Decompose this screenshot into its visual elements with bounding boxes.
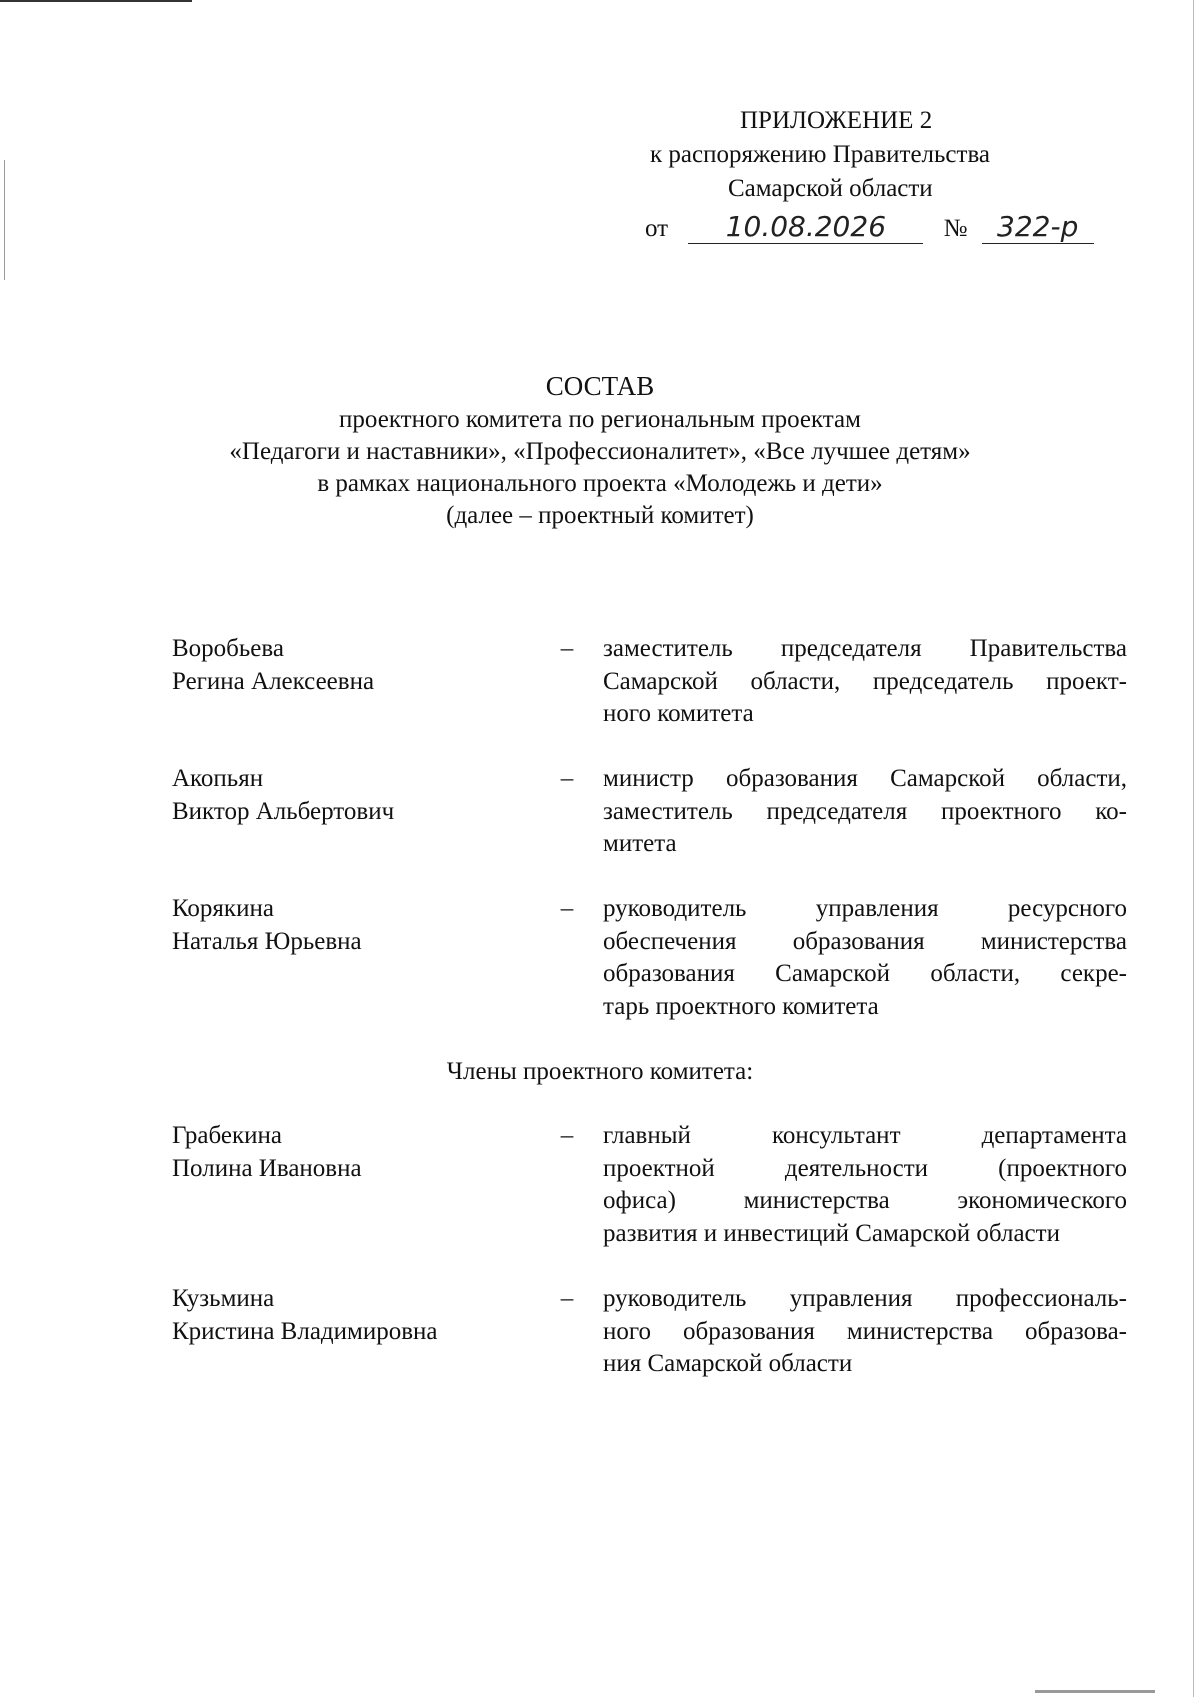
- appendix-title: ПРИЛОЖЕНИЕ 2: [740, 107, 933, 134]
- member-surname: Кузьмина: [172, 1285, 275, 1312]
- role-line: заместитель председателя проектного ко-: [603, 797, 1127, 825]
- heading-line: проектного комитета по региональным проектам: [339, 406, 861, 433]
- handwritten-number: 322-р: [997, 210, 1079, 243]
- role-line: проектной деятельности (проектного: [603, 1154, 1127, 1182]
- role-line: министр образования Самарской области,: [603, 765, 1127, 792]
- member-surname: Воробьева: [172, 635, 284, 662]
- scan-artifact-left: [4, 160, 5, 280]
- date-underline: [688, 210, 923, 244]
- member-given-name: Наталья Юрьевна: [172, 927, 362, 955]
- appendix-date-row: [645, 210, 1094, 244]
- member-surname: Акопьян: [172, 765, 264, 792]
- appendix-line-3: Самарской области: [728, 175, 933, 202]
- heading-line: «Педагоги и наставники», «Профессионалитет», «Все лучшее детям»: [229, 438, 971, 465]
- member-dash: –: [560, 1285, 574, 1312]
- member-surname: Грабекина: [172, 1122, 282, 1149]
- member-given-name: Регина Алексеевна: [172, 667, 375, 695]
- role-line: заместитель председателя Правительства: [603, 635, 1127, 662]
- role-line: Самарской области, председатель проект-: [603, 667, 1127, 695]
- member-name: [172, 1283, 522, 1348]
- member-name: [172, 633, 522, 698]
- member-name: [172, 893, 522, 958]
- member-role: [603, 763, 1127, 861]
- role-line: тарь проектного комитета: [603, 992, 879, 1020]
- heading-line: (далее – проектный комитет): [446, 502, 754, 529]
- role-line: образования Самарской области, секре-: [603, 960, 1127, 987]
- member-dash: –: [560, 1122, 574, 1149]
- date-prefix: от: [645, 215, 669, 242]
- handwritten-date: 10.08.2026: [725, 210, 887, 243]
- scan-artifact-bottom: [1035, 1690, 1155, 1693]
- role-line: ного комитета: [603, 700, 754, 727]
- member-dash: –: [560, 635, 574, 662]
- document-heading: [150, 370, 1050, 532]
- member-role: [603, 633, 1127, 731]
- role-line: главный консультант департамента: [603, 1122, 1127, 1149]
- member-name: [172, 1120, 522, 1185]
- member-role: [603, 893, 1127, 1023]
- role-line: обеспечения образования министерства: [603, 927, 1127, 955]
- member-name: [172, 763, 522, 828]
- member-dash: –: [560, 765, 574, 792]
- scan-artifact-top: [0, 0, 192, 2]
- role-line: развития и инвестиций Самарской области: [603, 1219, 1060, 1247]
- role-line: ного образования министерства образова-: [603, 1317, 1127, 1345]
- member-role: [603, 1283, 1127, 1381]
- scan-artifact-right: [1193, 0, 1194, 1697]
- number-prefix: №: [943, 215, 968, 242]
- member-surname: Корякина: [172, 895, 274, 922]
- appendix-line-2: к распоряжению Правительства: [650, 141, 991, 168]
- role-line: ния Самарской области: [603, 1350, 853, 1377]
- role-line: руководитель управления профессиональ-: [603, 1285, 1127, 1312]
- member-given-name: Полина Ивановна: [172, 1154, 362, 1182]
- member-dash: –: [560, 895, 574, 922]
- heading-line: в рамках национального проекта «Молодежь и дети»: [317, 470, 883, 497]
- member-given-name: Кристина Владимировна: [172, 1317, 438, 1345]
- member-given-name: Виктор Альбертович: [172, 797, 395, 825]
- members-heading: Члены проектного комитета:: [446, 1058, 754, 1085]
- appendix-header: [600, 104, 1000, 206]
- document-title: СОСТАВ: [545, 371, 655, 401]
- role-line: руководитель управления ресурсного: [603, 895, 1127, 922]
- role-line: митета: [603, 830, 677, 857]
- number-underline: [982, 210, 1094, 244]
- role-line: офиса) министерства экономического: [603, 1187, 1127, 1214]
- member-role: [603, 1120, 1127, 1250]
